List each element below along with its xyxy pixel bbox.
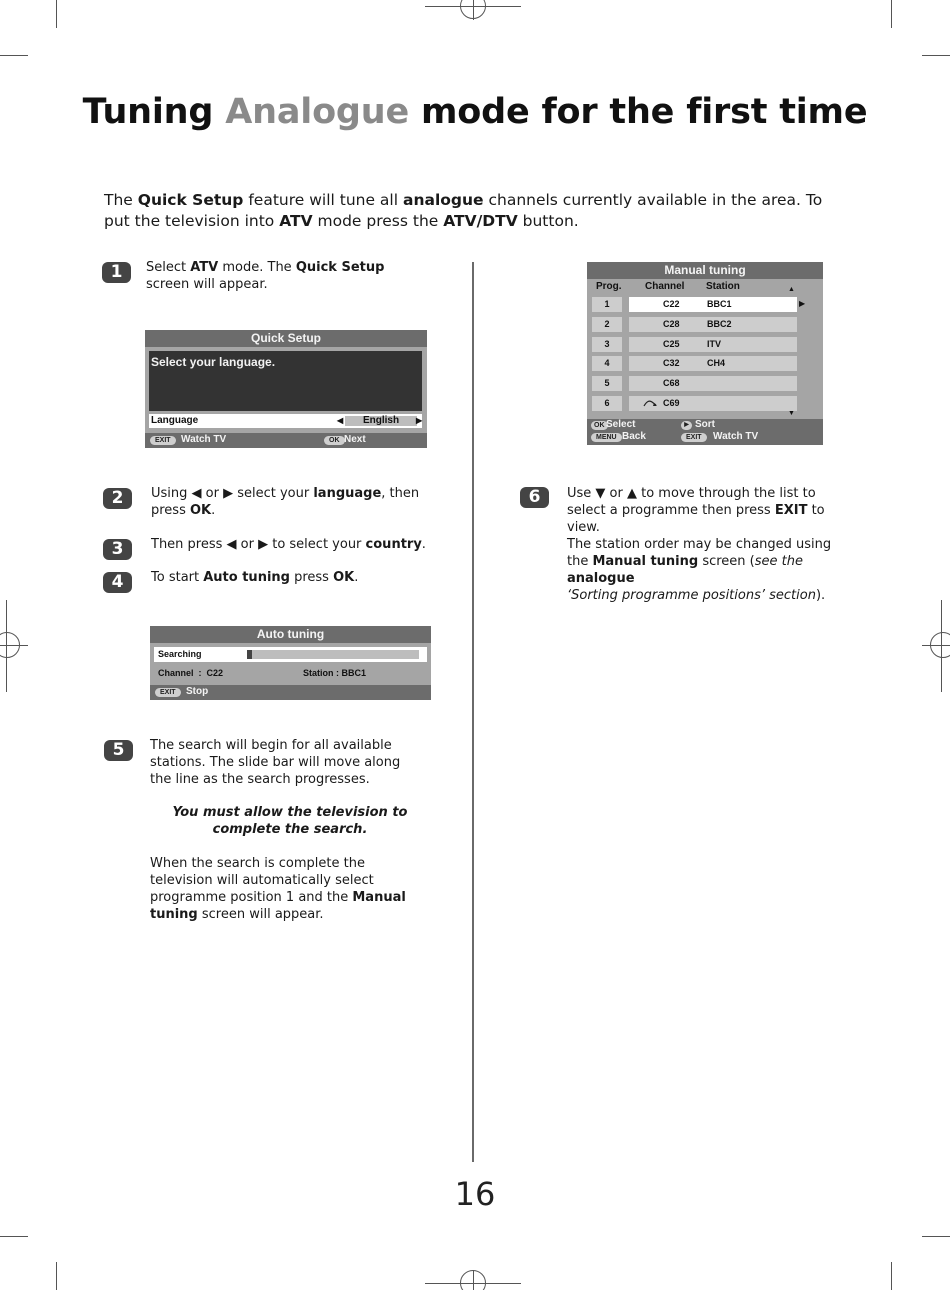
programme-row[interactable]: C32 CH4 <box>629 356 797 371</box>
step-6-sort-note: The station order may be changed using the Manual tuning screen (see the analogue ‘Sorting programme positions’ section). <box>567 537 832 603</box>
crop-mark <box>56 0 57 28</box>
footer-label: Stop <box>186 686 209 697</box>
registration-circle <box>460 1270 486 1290</box>
header-prog: Prog. <box>596 281 622 292</box>
programme-row[interactable]: C69 <box>629 396 797 411</box>
programme-row[interactable]: C22 BBC1 <box>629 297 797 312</box>
step-5-completion-text: When the search is complete the television will automatically select programme position 1 and the Manual tuning screen will appear. <box>150 856 406 922</box>
language-value: English <box>345 416 417 426</box>
manual-tuning-screen <box>587 262 823 445</box>
crop-mark <box>891 0 892 28</box>
footer-label: Back <box>622 431 646 442</box>
crop-mark <box>56 1262 57 1290</box>
auto-tuning-screen <box>150 626 431 700</box>
page-title: Tuning Analogue mode for the first time <box>82 92 868 132</box>
prog-number: 5 <box>592 376 622 391</box>
ok-key: OK <box>324 436 345 445</box>
exit-key: EXIT <box>681 433 707 442</box>
registration-circle <box>930 632 950 658</box>
crop-mark <box>0 55 28 56</box>
footer-label: Next <box>344 434 366 445</box>
scroll-down-icon[interactable]: ▼ <box>788 410 795 417</box>
language-label: Language <box>151 415 199 426</box>
ok-key: OK <box>591 421 608 430</box>
manual-tuning-title: Manual tuning <box>587 262 823 279</box>
registration-circle <box>0 632 20 658</box>
programme-row[interactable]: C28 BBC2 <box>629 317 797 332</box>
auto-tuning-footer <box>150 685 431 700</box>
searching-row <box>154 647 427 662</box>
crop-mark <box>922 55 950 56</box>
language-prompt: Select your language. <box>149 351 422 411</box>
registration-circle <box>460 0 486 19</box>
searching-label: Searching <box>158 649 202 659</box>
prog-number: 2 <box>592 317 622 332</box>
step-2-text: Using ◀ or ▶ select your language, then press OK. <box>151 486 420 518</box>
step-3-text: Then press ◀ or ▶ to select your country. <box>151 537 426 552</box>
step-badge-6: 6 <box>520 487 549 508</box>
search-progress-bar <box>247 650 419 659</box>
step-badge-1: 1 <box>102 262 131 283</box>
prog-number: 1 <box>592 297 622 312</box>
prog-number: 6 <box>592 396 622 411</box>
quick-setup-title: Quick Setup <box>145 330 427 347</box>
search-progress-fill <box>247 650 252 659</box>
step-1-text: Select ATV mode. The Quick Setup screen will appear. <box>146 260 385 292</box>
programme-row[interactable]: C68 <box>629 376 797 391</box>
skip-icon <box>643 398 659 408</box>
programme-row[interactable]: C25 ITV <box>629 337 797 352</box>
step-badge-2: 2 <box>103 488 132 509</box>
prog-number: 4 <box>592 356 622 371</box>
footer-label: Watch TV <box>181 434 227 445</box>
footer-label: Watch TV <box>713 431 759 442</box>
step-5-text: The search will begin for all available stations. The slide bar will move along the line as the search progresses. <box>150 738 401 787</box>
column-divider <box>472 262 474 1162</box>
footer-label: Sort <box>695 419 715 430</box>
manual-tuning-footer <box>587 419 823 445</box>
channel-readout: Channel : C22 <box>158 668 224 678</box>
step-badge-3: 3 <box>103 539 132 560</box>
step-5-note: You must allow the television to complete the search. <box>172 805 408 837</box>
crop-mark <box>891 1262 892 1290</box>
language-row[interactable] <box>149 414 422 428</box>
step-4-text: To start Auto tuning press OK. <box>151 570 359 585</box>
auto-tuning-title: Auto tuning <box>150 626 431 643</box>
crop-mark <box>0 1236 28 1237</box>
exit-key: EXIT <box>150 436 176 445</box>
page-number: 16 <box>454 1175 496 1213</box>
footer-label: Select <box>606 419 636 430</box>
step-6-text: Use ▼ or ▲ to move through the list to select a programme then press EXIT to view. <box>567 486 825 535</box>
exit-key: EXIT <box>155 688 181 697</box>
arrow-right-icon: ▶ <box>416 416 423 425</box>
menu-key: MENU <box>591 433 622 442</box>
step-badge-5: 5 <box>104 740 133 761</box>
header-station: Station <box>706 281 740 292</box>
arrow-left-icon: ◀ <box>337 416 344 425</box>
station-readout: Station : BBC1 <box>303 668 366 678</box>
quick-setup-footer <box>145 433 427 448</box>
header-channel: Channel <box>645 281 685 292</box>
quick-setup-screen <box>145 330 427 448</box>
prog-number: 3 <box>592 337 622 352</box>
scroll-up-icon[interactable]: ▲ <box>788 286 795 293</box>
arrow-right-icon: ▶ <box>681 421 692 430</box>
intro-paragraph: The Quick Setup feature will tune all analogue channels currently available in the area. To put the television into ATV mode press the ATV/DTV button. <box>104 191 823 230</box>
step-badge-4: 4 <box>103 572 132 593</box>
arrow-right-icon: ▶ <box>799 299 806 308</box>
crop-mark <box>922 1236 950 1237</box>
